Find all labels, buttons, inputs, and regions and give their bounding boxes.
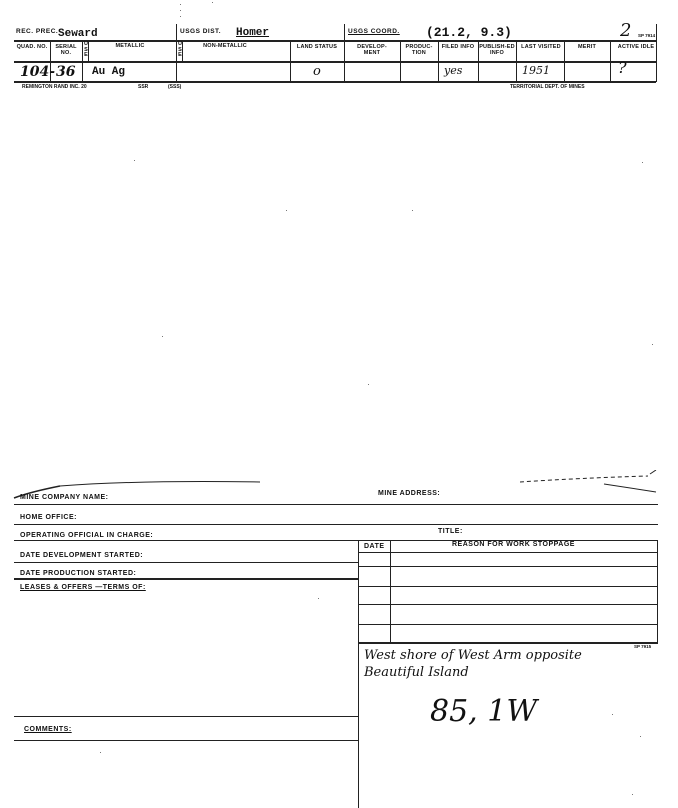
location-note-line-2: Beautiful Island [364,665,469,680]
record-filed-info: yes [444,64,463,77]
date-header: DATE [364,543,385,550]
col-active-idle: ACTIVE IDLE [617,44,655,50]
usgs-dist-label: USGS DIST. [180,28,222,35]
leases-offers-label: LEASES & OFFERS —TERMS OF: [20,584,146,591]
reason-header: REASON FOR WORK STOPPAGE [452,541,575,548]
home-office-label: HOME OFFICE: [20,514,77,521]
col-production: PRODUC-TION [405,44,433,56]
col-use-1: U S E [84,41,89,58]
record-serial-no: 36 [56,64,76,80]
col-filed-info: FILED INFO [441,44,475,50]
record-quad-no: 104- [20,64,56,80]
col-non-metallic: NON-METALLIC [203,43,247,49]
operating-official-label: OPERATING OFFICIAL IN CHARGE: [20,532,154,539]
col-merit: MERIT [577,44,597,50]
title-label: TITLE: [438,528,463,535]
col-metallic: METALLIC [115,43,145,49]
record-last-visited: 1951 [522,64,550,77]
col-development: DEVELOP-MENT [357,44,387,56]
col-last-visited: LAST VISITED [521,44,561,50]
col-published-info: PUBLISH-ED INFO [479,44,515,56]
footer-code-1: SSR [138,84,149,90]
col-land-status: LAND STATUS [296,44,338,50]
col-quad-no: QUAD. NO. [16,44,48,50]
footer-code-2: (SSS) [168,84,182,90]
record-active-idle: ? [618,58,627,77]
usgs-coord-label: USGS COORD. [348,28,400,35]
location-note-line-1: West shore of West Arm opposite [364,648,582,663]
rec-prec-label: REC. PREC. [16,28,59,35]
col-serial-no: SERIAL NO. [55,44,77,56]
date-production-label: DATE PRODUCTION STARTED: [20,570,137,577]
usgs-coord-value: (21.2, 9.3) [426,25,512,40]
comments-label: COMMENTS: [24,726,72,733]
mine-company-name-label: MINE COMPANY NAME: [20,494,109,501]
mine-address-label: MINE ADDRESS: [378,490,441,497]
coordinates-note: 85, 1W [430,694,538,729]
record-land-status: o [313,64,321,79]
usgs-dist-value: Homer [236,27,270,39]
form-number-top: SP 7914 [638,33,656,38]
form-number-back: SP 7915 [634,644,652,649]
corner-mark: 2 [620,20,632,41]
department-name: TERRITORIAL DEPT. OF MINES [510,84,585,90]
printer-credit: REMINGTON RAND INC. 20 [22,84,87,90]
record-metallic: Au Ag [92,66,126,78]
col-use-2: U S E [178,41,183,58]
rec-prec-value: Seward [58,28,98,40]
date-development-label: DATE DEVELOPMENT STARTED: [20,552,144,559]
